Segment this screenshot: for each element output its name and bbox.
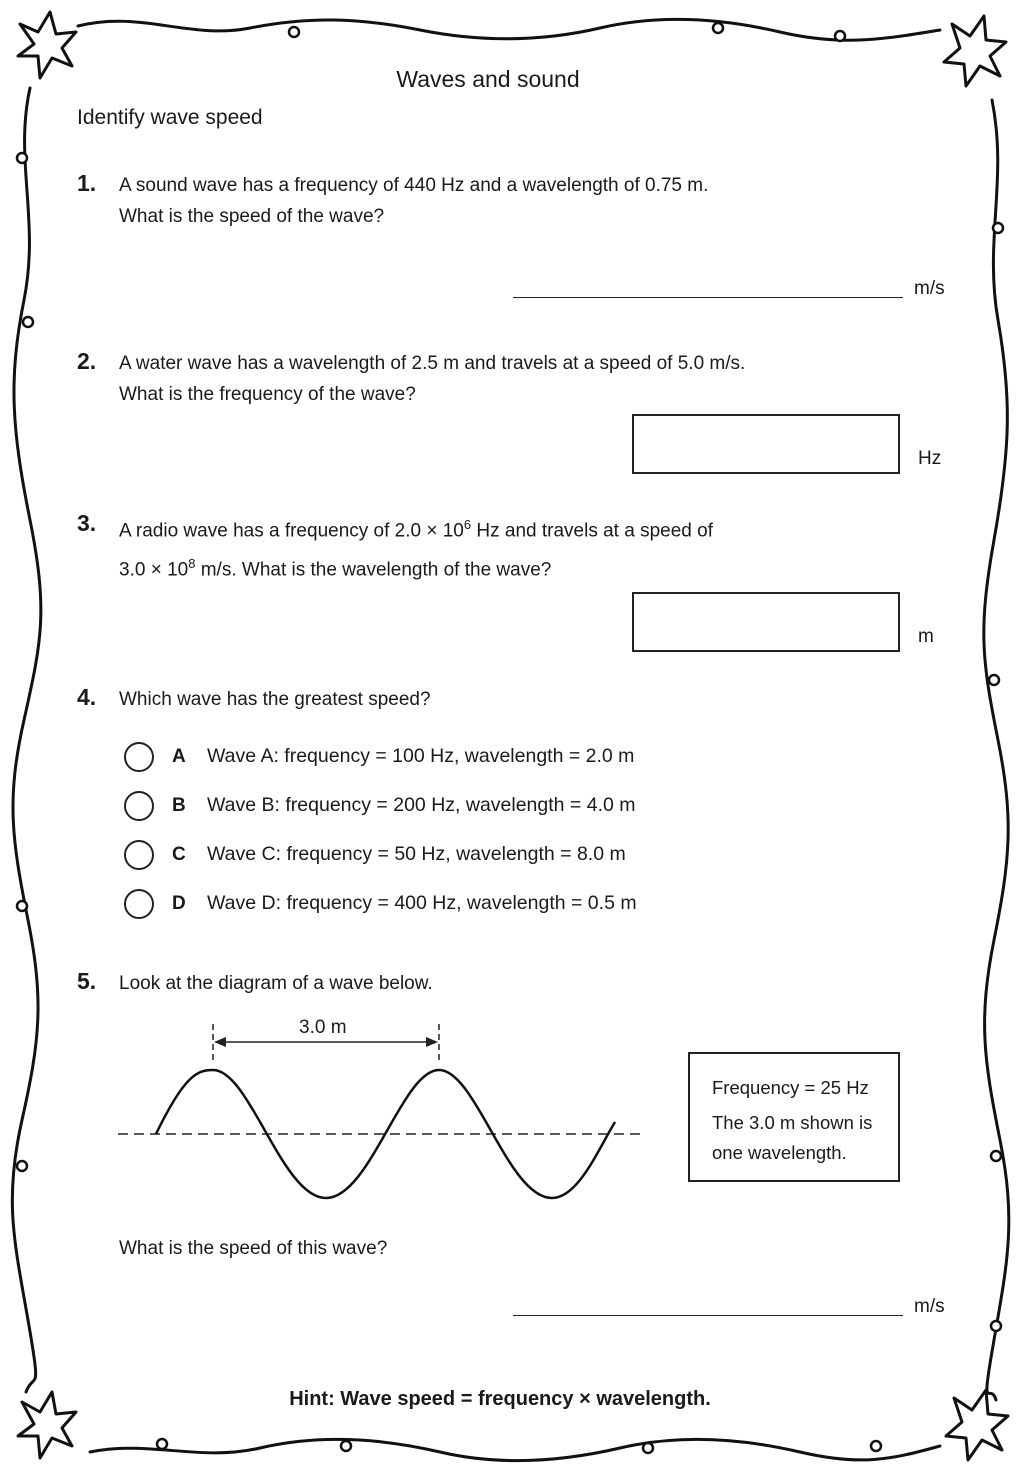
question-5-number: 5. [77, 968, 97, 994]
question-4-text: Which wave has the greatest speed? [119, 689, 431, 710]
question-1-line-1: A sound wave has a frequency of 440 Hz and a wavelength of 0.75 m. [119, 175, 709, 196]
info-frequency: Frequency = 25 Hz [712, 1077, 869, 1098]
arrow-head-left [214, 1037, 226, 1047]
worksheet-subtitle: Identify wave speed [77, 106, 263, 129]
option-d-letter: D [172, 893, 186, 914]
question-1-text [119, 170, 708, 232]
question-3-line-1-start: A radio wave has a frequency of 2.0 × 10 [119, 520, 464, 542]
option-c-radio[interactable] [124, 840, 154, 870]
option-c-text: Wave C: frequency = 50 Hz, wavelength = 8.0 m [207, 843, 626, 865]
question-4-number: 4. [77, 684, 97, 710]
option-c-letter: C [172, 844, 186, 865]
question-1-number: 1. [77, 170, 97, 196]
wave-curve [156, 1070, 615, 1198]
option-d-text: Wave D: frequency = 400 Hz, wavelength = 0.5 m [207, 892, 637, 914]
arrow-head-right [426, 1037, 438, 1047]
hint-text: Hint: Wave speed = frequency × wavelength. [289, 1388, 711, 1410]
info-wavelength-note-2: one wavelength. [712, 1142, 847, 1163]
question-3-line-2-start: 3.0 × 10 [119, 559, 189, 581]
info-wavelength-note-1: The 3.0 m shown is [712, 1112, 873, 1133]
question-5-prompt: What is the speed of this wave? [119, 1238, 388, 1259]
option-a-letter: A [172, 746, 186, 767]
question-1-answer-line[interactable] [513, 297, 903, 298]
wavelength-label: 3.0 m [299, 1017, 347, 1038]
question-2-text [119, 348, 745, 410]
question-1-line-2: What is the speed of the wave? [119, 206, 385, 227]
wave-diagram [110, 1010, 660, 1210]
worksheet-title: Waves and sound [396, 66, 580, 92]
wave-info-box [688, 1052, 900, 1182]
option-b-radio[interactable] [124, 791, 154, 821]
question-5-answer-line[interactable] [513, 1315, 903, 1316]
option-b-text: Wave B: frequency = 200 Hz, wavelength = 4.0 m [207, 794, 636, 816]
question-2-answer-box[interactable] [632, 414, 900, 474]
question-3-answer-box[interactable] [632, 592, 900, 652]
question-1-unit: m/s [914, 278, 945, 299]
question-2-line-2: What is the frequency of the wave? [119, 384, 416, 405]
option-d-radio[interactable] [124, 889, 154, 919]
question-2-unit: Hz [918, 448, 942, 469]
question-2-number: 2. [77, 348, 97, 374]
exponent-8: 8 [188, 556, 196, 572]
question-5-unit: m/s [914, 1296, 945, 1317]
question-3-line-2-end: m/s. What is the wavelength of the wave? [195, 559, 552, 581]
question-3-unit: m [918, 626, 934, 647]
question-5-text: Look at the diagram of a wave below. [119, 973, 433, 994]
option-b-letter: B [172, 795, 186, 816]
question-3-line-1 [119, 508, 713, 547]
exponent-6: 6 [463, 517, 472, 532]
question-3-line-2 [119, 547, 713, 586]
question-3-number: 3. [77, 510, 97, 536]
option-a-radio[interactable] [124, 742, 154, 772]
question-2-line-1: A water wave has a wavelength of 2.5 m and travels at a speed of 5.0 m/s. [119, 353, 746, 374]
question-3-line-1-end: Hz and travels at a speed of [471, 520, 713, 542]
option-a-text: Wave A: frequency = 100 Hz, wavelength = 2.0 m [207, 745, 635, 767]
question-3-text [119, 508, 713, 587]
